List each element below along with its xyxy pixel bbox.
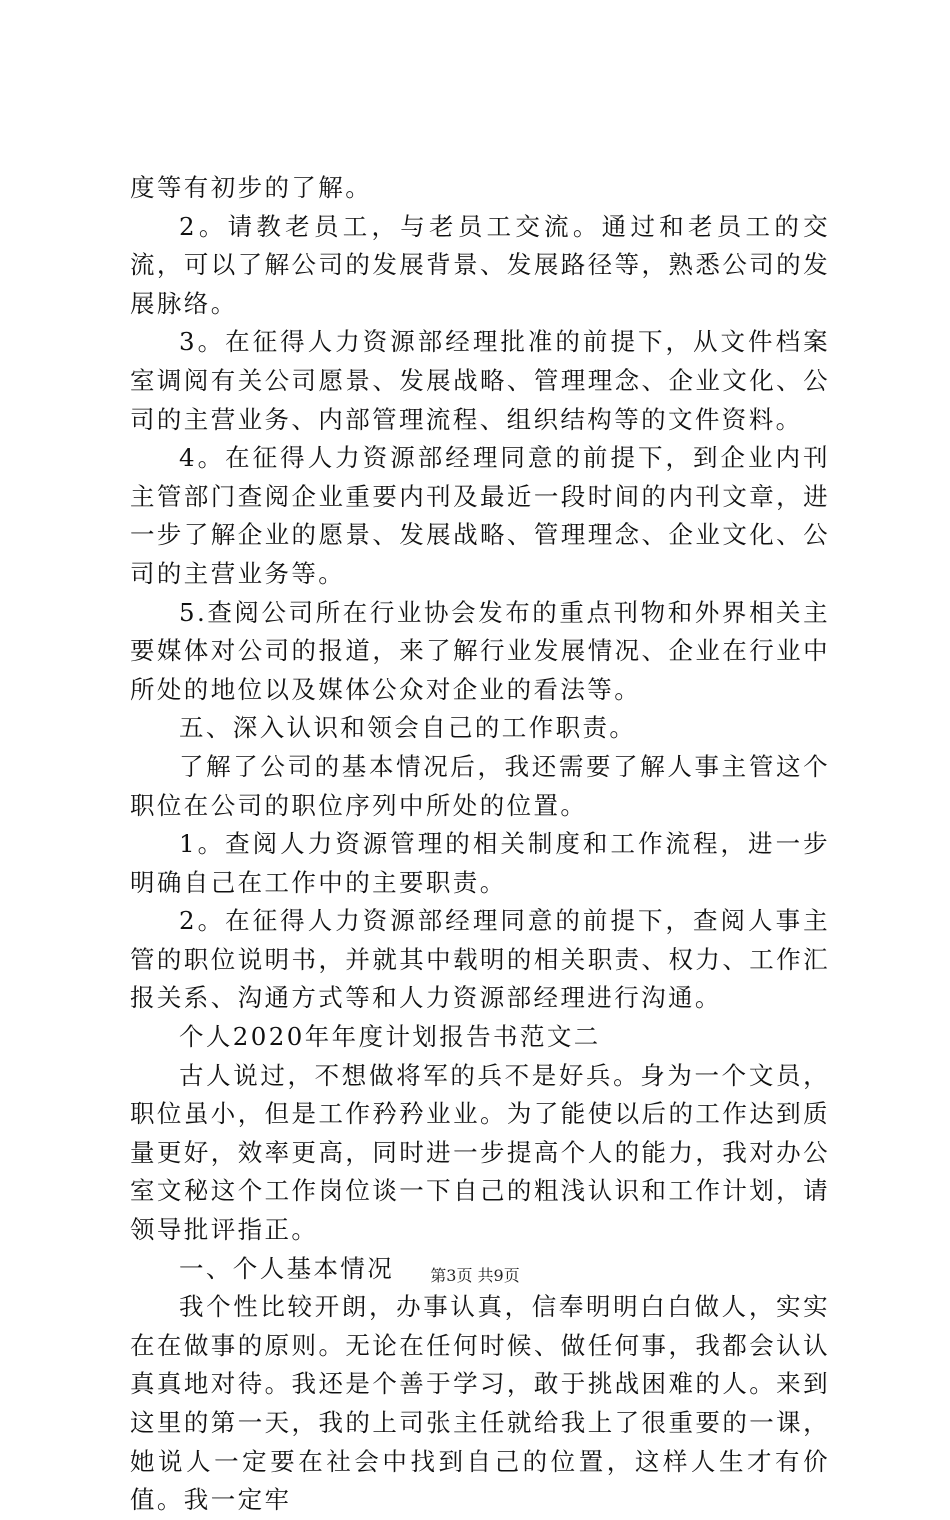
page-number: 第3页 共9页 (430, 1266, 520, 1285)
paragraph: 2。请教老员工，与老员工交流。通过和老员工的交流，可以了解公司的发展背景、发展路径等，熟悉公司的发展脉络。 (130, 211, 830, 318)
paragraph: 古人说过，不想做将军的兵不是好兵。身为一个文员，职位虽小，但是工作矜矜业业。为了能使以后的工作达到质量更好，效率更高，同时进一步提高个人的能力，我对办公室文秘这个工作岗位谈一下自己的粗浅认识和工作计划，请领导批评指正。 (130, 1060, 830, 1245)
paragraph: 2。在征得人力资源部经理同意的前提下，查阅人事主管的职位说明书，并就其中载明的相关职责、权力、工作汇报关系、沟通方式等和人力资源部经理进行沟通。 (130, 906, 830, 1013)
paragraph: 5.查阅公司所在行业协会发布的重点刊物和外界相关主要媒体对公司的报道，来了解行业发展情况、企业在行业中所处的地位以及媒体公众对企业的看法等。 (130, 597, 830, 704)
paragraph: 我个性比较开朗，办事认真，信奉明明白白做人，实实在在做事的原则。无论在任何时候、做任何事，我都会认认真真地对待。我还是个善于学习，敢于挑战困难的人。来到这里的第一天，我的上司张主任就给我上了很重要的一课，她说人一定要在社会中找到自己的位置，这样人生才有价值。我一定牢 (130, 1292, 830, 1515)
paragraph: 了解了公司的基本情况后，我还需要了解人事主管这个职位在公司的职位序列中所处的位置。 (130, 751, 830, 820)
section-heading: 一、个人基本情况 (179, 1253, 395, 1283)
document-body (130, 169, 830, 1520)
document-subtitle: 个人2020年年度计划报告书范文二 (179, 1022, 601, 1052)
paragraph: 3。在征得人力资源部经理批准的前提下，从文件档案室调阅有关公司愿景、发展战略、管理理念、企业文化、公司的主营业务、内部管理流程、组织结构等的文件资料。 (130, 327, 830, 434)
paragraph: 1。查阅人力资源管理的相关制度和工作流程，进一步明确自己在工作中的主要职责。 (130, 829, 830, 897)
paragraph: 度等有初步的了解。 (130, 173, 373, 202)
paragraph: 4。在征得人力资源部经理同意的前提下，到企业内刊主管部门查阅企业重要内刊及最近一段时间的内刊文章，进一步了解企业的愿景、发展战略、管理理念、企业文化、公司的主营业务等。 (130, 443, 830, 588)
section-heading: 五、深入认识和领会自己的工作职责。 (179, 713, 637, 743)
